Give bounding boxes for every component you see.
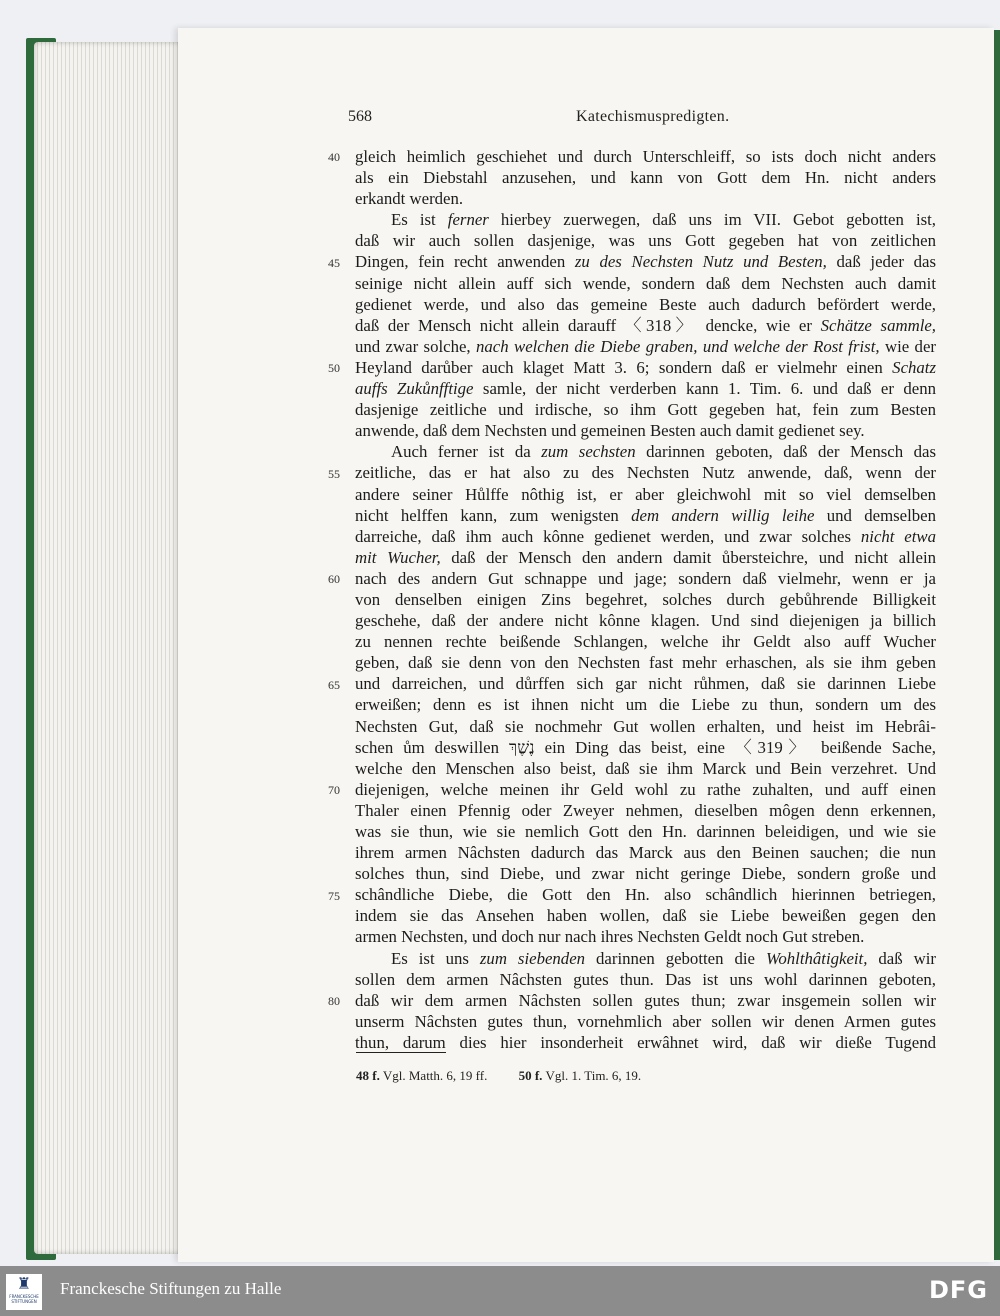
logo-text: FRANCKESCHE STIFTUNGEN: [9, 1294, 39, 1304]
text-line: von denselben einigen Zins begehret, solches durch gebůhrende Billigkeit: [355, 589, 936, 609]
text-line: seinige nicht allein auff sich wende, sondern daß dem Nechsten auch damit: [355, 273, 936, 293]
line-number: 40: [328, 150, 340, 164]
text-line: darreiche, daß ihm auch kônne gedienet werden, und zwar solches nicht etwa: [355, 526, 937, 546]
line-number: 45: [328, 255, 340, 270]
text-line: Heyland darůber auch klaget Matt 3. 6; sondern daß er vielmehr einen Schatz: [355, 357, 936, 377]
text-line: geschehe, daß der andere nicht kônne klagen. Und sind diejenigen ja billich: [355, 611, 936, 631]
dfg-logo: DFG: [928, 1276, 988, 1304]
running-title: Katechismuspredigten.: [576, 108, 730, 125]
text-line: daß wir auch sollen dasjenige, was uns Gott gegeben hat von zeitlichen: [355, 231, 936, 251]
text-line: auffs Zukůnfftige samle, der nicht verderben kann 1. Tim. 6. und daß er denn: [355, 379, 936, 399]
text-line: nicht helffen kann, zum wenigsten dem andern willig leihe und demselben: [355, 505, 937, 525]
text-line: geben, daß sie denn von den Nechsten fast mehr erhaschen, als sie ihm geben: [355, 653, 936, 673]
text-line: und zwar solche, nach welchen die Diebe graben, und welche der Rost frist, wie der: [355, 336, 936, 356]
institution-link[interactable]: Franckesche Stiftungen zu Halle: [60, 1279, 282, 1298]
text-line: schen ům deswillen נֶשֶׁךְ ein Ding das beist, eine 〈319〉 beißende Sache,: [355, 737, 936, 757]
book-page: [178, 28, 994, 1262]
text-line: sollen dem armen Nâchsten gutes thun. Das ist uns wohl darinnen geboten,: [355, 969, 936, 989]
text-line: diejenigen, welche meinen ihr Geld wohl zu rathe zuhalten, und auff einen: [355, 779, 936, 799]
text-line: dasjenige zeitliche und irdische, so ihm Gott gegeben hat, fein zum Besten: [355, 400, 936, 420]
text-line: Auch ferner ist da zum sechsten darinnen geboten, daß der Mensch das: [391, 442, 936, 462]
text-line: armen Nechsten, und doch nur nach ihres Nechsten Geldt noch Gut streben.: [355, 927, 865, 947]
text-line: als ein Diebstahl anzusehen, und kann von Gott dem Hn. nicht anders: [355, 168, 936, 188]
page-edges: [34, 42, 184, 1254]
line-number: 70: [328, 783, 340, 797]
text-line: zu nennen rechte beißende Schlangen, welche ihr Geldt also auff Wucher: [355, 632, 936, 652]
text-line: nach des andern Gut schnappe und jage; sondern daß vielmehr, wenn er ja: [355, 568, 936, 588]
body-text: [355, 146, 936, 1053]
text-line: unserm Nâchsten gutes thun, vornehmlich aber sollen wir denen Armen gutes: [355, 1011, 936, 1031]
line-number: 65: [328, 677, 340, 692]
running-header: [348, 108, 888, 132]
text-line: welche den Menschen also beist, daß sie ihm Marck und Bein verzehret. Und: [355, 758, 936, 778]
text-line: Dingen, fein recht anwenden zu des Nechsten Nutz und Besten, daß jeder das: [355, 252, 936, 272]
text-line: mit Wucher, daß der Mensch den andern damit ůbersteichre, und nicht allein: [355, 547, 936, 567]
text-line: andere seiner Hůlffe nôthig ist, er aber gleichwohl mit so viel demselben: [355, 484, 936, 504]
text-line: Thaler einen Pfennig oder Zweyer nehmen, dieselben môgen denn erkennen,: [355, 800, 936, 820]
line-number: 60: [328, 572, 340, 586]
text-line: gleich heimlich geschiehet und durch Unterschleiff, so ists doch nicht anders: [355, 147, 936, 166]
text-line: Es ist uns zum siebenden darinnen gebotten die Wohlthâtigkeit, daß wir: [391, 948, 936, 968]
francke-logo-icon: ♜ FRANCKESCHE STIFTUNGEN: [6, 1274, 42, 1310]
text-line: indem sie das Ansehen haben wollen, daß sie Liebe beweißen gegen den: [355, 906, 936, 926]
text-line: erkandt werden.: [355, 189, 464, 209]
text-line: solches thun, sind Diebe, und zwar nicht geringe Diebe, sondern große und: [355, 864, 936, 884]
text-line: gedienet werde, und also das gemeine Beste auch dadurch befördert werde,: [355, 294, 936, 314]
text-line: was sie thun, wie sie nemlich Gott den Hn. darinnen beleidigen, und wie sie: [355, 822, 936, 841]
footnote-rule: [356, 1052, 446, 1053]
text-line: und darreichen, und důrffen sich gar nicht růhmen, daß sie darinnen Liebe: [355, 674, 936, 694]
footnote: 48 f. Vgl. Matth. 6, 19 ff.: [356, 1068, 488, 1083]
text-line: zeitliche, das er hat also zu des Nechsten Nutz anwende, daß, wenn der: [355, 463, 936, 483]
text-line: Nechsten Gut, daß sie nochmehr Gut wollen erhalten, und heist im Hebrâi-: [355, 716, 936, 736]
viewer-footer: [0, 1266, 1000, 1316]
footnotes: [356, 1068, 936, 1084]
page-number: 568: [348, 108, 372, 125]
line-number: 75: [328, 888, 340, 903]
text-line: erweißen; denn es ist ihnen nicht um die Liebe zu thun, sondern um des: [355, 695, 936, 715]
text-line: daß wir dem armen Nâchsten sollen gutes thun; zwar insgemein sollen wir: [355, 990, 936, 1010]
text-line: schândliche Diebe, die Gott den Hn. also schândlich hierinnen betriegen,: [355, 885, 936, 905]
text-line: Es ist ferner hierbey zuerwegen, daß uns im VII. Gebot gebotten ist,: [391, 210, 936, 230]
line-number: 80: [328, 994, 340, 1008]
line-number: 50: [328, 361, 340, 375]
text-line: ihrem armen Nâchsten dadurch das Marck aus den Beinen sauchen; die nun: [355, 843, 936, 863]
footnote: 50 f. Vgl. 1. Tim. 6, 19.: [518, 1068, 642, 1083]
text-line: daß der Mensch nicht allein darauff 〈318〉 dencke, wie er Schätze sammle,: [355, 315, 937, 335]
text-line: thun, darum dies hier insonderheit erwâhnet wird, daß wir dieße Tugend: [355, 1032, 936, 1052]
text-line: anwende, daß dem Nechsten und gemeinen Besten auch damit gedienet sey.: [355, 421, 865, 441]
line-number: 55: [328, 466, 340, 481]
